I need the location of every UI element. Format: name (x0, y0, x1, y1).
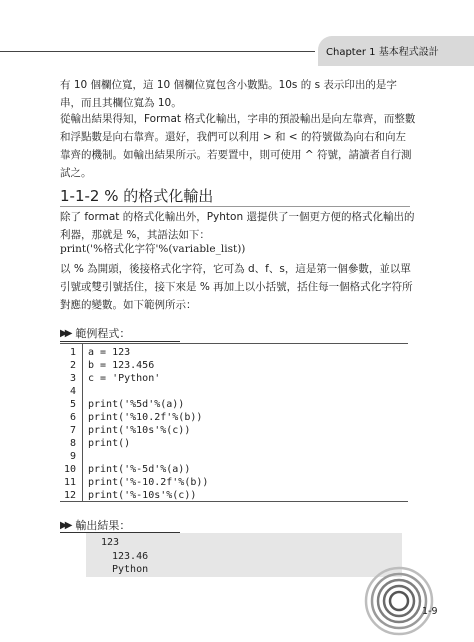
code-text: c = 'Python' (88, 373, 161, 384)
code-listing (60, 343, 408, 502)
paragraph-percent-intro: 除了 format 的格式化輸出外，Pyhton 還提供了一個更方便的格式化輸出的利器，那就是 %，其語法如下： (60, 211, 415, 241)
output-heading (60, 517, 130, 533)
double-chevron-right-icon: ▶▶ (60, 519, 70, 531)
output-line: 123.46 (112, 551, 149, 562)
code-line (60, 386, 408, 398)
line-number: 2 (69, 360, 76, 371)
output-heading-label: 輸出結果： (75, 519, 131, 532)
paragraph-percent-explain: 以 % 為開頭，後接格式化字符，它可為 d、f、s，這是第一個參數，並以單引號或雙引號括住，接下來是 % 再加上以小括號，括住每一個格式化字符所對應的變數。如下範例所示： (60, 263, 413, 311)
code-line (60, 490, 408, 502)
example-heading (60, 325, 130, 341)
code-line (60, 360, 408, 372)
code-text: print('%-10.2f'%(b)) (88, 477, 209, 488)
paragraph-field-width: 有 10 個欄位寬，這 10 個欄位寬包含小數點。10s 的 s 表示印出的是字串，而且其欄位寬為 10。 (60, 79, 397, 109)
section-divider (60, 206, 410, 207)
line-number: 3 (69, 373, 76, 384)
code-text: print('%-5d'%(a)) (88, 464, 191, 475)
code-line (60, 425, 408, 437)
code-text: print() (88, 438, 131, 449)
code-line (60, 451, 408, 463)
code-line (60, 399, 408, 411)
line-number: 8 (69, 438, 76, 449)
code-line (60, 412, 408, 424)
code-line (60, 347, 408, 359)
line-number: 7 (69, 425, 76, 436)
page-number: 1-9 (422, 606, 438, 617)
line-number: 12 (63, 490, 76, 501)
syntax-line: print('%格式化字符'%(variable_list)) (60, 243, 246, 255)
line-number: 9 (69, 451, 76, 462)
code-line (60, 438, 408, 450)
line-number: 10 (63, 464, 76, 475)
code-line (60, 373, 408, 385)
chapter-title: Chapter 1 基本程式設計 (326, 47, 439, 58)
code-text: print('%10.2f'%(b)) (88, 412, 203, 423)
code-text: print('%-10s'%(c)) (88, 490, 197, 501)
output-line: 123 (101, 537, 120, 548)
example-heading-rule (60, 341, 180, 342)
line-number: 5 (69, 399, 76, 410)
line-number: 11 (63, 477, 76, 488)
page-header (0, 18, 474, 58)
output-line: Python (112, 564, 149, 575)
code-text: a = 123 (88, 347, 131, 358)
code-text: print('%5d'%(a)) (88, 399, 185, 410)
output-box (86, 533, 402, 577)
code-line (60, 464, 408, 476)
section-title: 1-1-2 % 的格式化輸出 (60, 187, 214, 205)
code-text: b = 123.456 (88, 360, 155, 371)
code-text: print('%10s'%(c)) (88, 425, 191, 436)
concentric-rings-icon (364, 566, 434, 636)
line-number: 6 (69, 412, 76, 423)
line-number: 1 (69, 347, 76, 358)
code-line (60, 477, 408, 489)
paragraph-alignment: 從輸出結果得知，Format 格式化輸出，字串的預設輸出是向左靠齊，而整數和浮點數是向右靠齊。還好，我們可以利用 > 和 < 的符號做為向右和向左靠齊的機制。如輸出結果所示。若要置中，則可使用 ^ 符號，請讀者自行測試之。 (60, 113, 416, 179)
example-heading-label: 範例程式： (75, 327, 131, 340)
double-chevron-right-icon: ▶▶ (60, 327, 70, 339)
line-number: 4 (69, 386, 76, 397)
header-rule (0, 51, 315, 52)
